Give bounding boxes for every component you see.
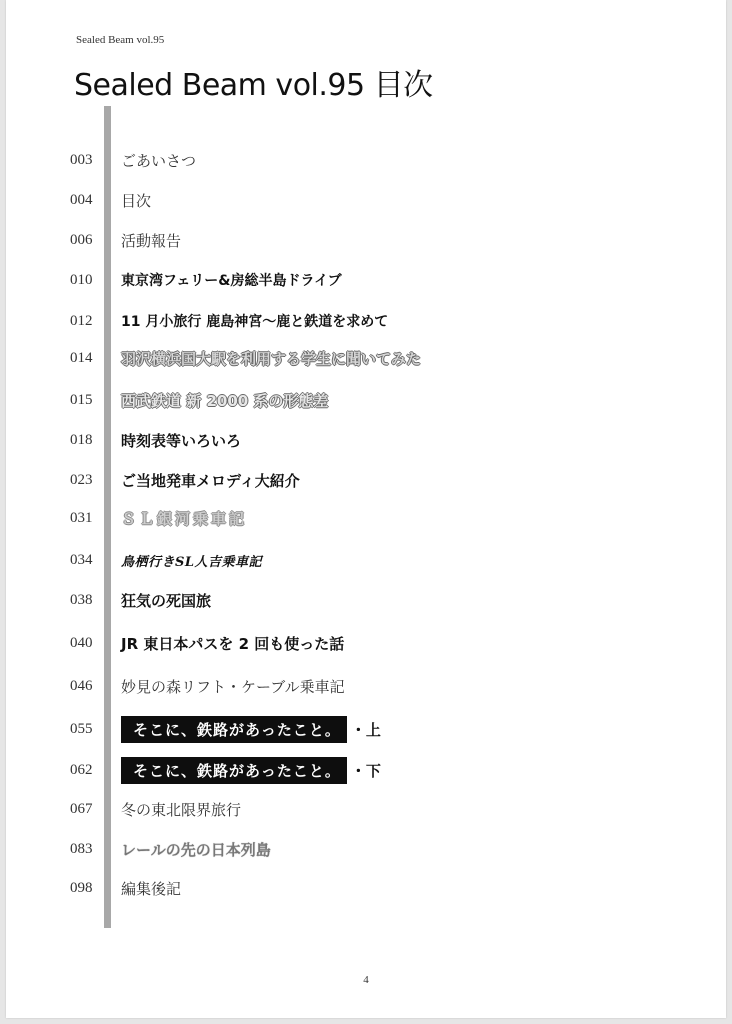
- toc-title: 活動報告: [121, 231, 182, 250]
- toc-entry: [70, 309, 670, 333]
- toc-entry: [70, 674, 670, 698]
- toc-entry: [70, 506, 670, 530]
- toc-page-number: 003: [70, 151, 93, 168]
- toc-page-number: 018: [70, 431, 93, 448]
- page-number: 4: [363, 974, 369, 986]
- toc-title: ごあいさつ: [121, 151, 197, 170]
- toc-page-number: 004: [70, 191, 93, 208]
- toc-entry: [70, 468, 670, 492]
- toc-page-number: 040: [70, 634, 93, 651]
- toc-page-number: 031: [70, 509, 93, 526]
- toc-title-highlight: そこに、鉄路があったこと。: [121, 757, 347, 784]
- toc-entry: [70, 797, 670, 821]
- toc-page-number: 015: [70, 391, 93, 408]
- toc-page-number: 012: [70, 312, 93, 329]
- toc-entry: [70, 388, 670, 412]
- toc-page-number: 083: [70, 840, 93, 857]
- toc-entry: [70, 188, 670, 212]
- toc-title: 冬の東北限界旅行: [121, 800, 242, 819]
- toc-page-number: 010: [70, 271, 93, 288]
- toc-entry: [70, 758, 670, 782]
- toc-entry: [70, 631, 670, 655]
- toc-entry: [70, 346, 670, 370]
- toc-title: 西武鉄道 新 2000 系の形態差: [121, 391, 329, 410]
- toc-title-suffix: ・下: [350, 761, 381, 780]
- toc-page-number: 098: [70, 879, 93, 896]
- toc-entry: [70, 837, 670, 861]
- toc-page-number: 023: [70, 471, 93, 488]
- toc-title: 目次: [121, 191, 152, 210]
- toc-entry: [70, 588, 670, 612]
- toc-title-suffix: ・上: [350, 720, 381, 739]
- toc-title: 鳥栖行きSL人吉乗車記: [121, 554, 263, 570]
- toc-page-number: 055: [70, 720, 93, 737]
- toc-title: 時刻表等いろいろ: [121, 431, 242, 450]
- toc-page-number: 038: [70, 591, 93, 608]
- toc-page-number: 014: [70, 349, 93, 366]
- toc-title: 羽沢横浜国大駅を利用する学生に聞いてみた: [121, 349, 422, 368]
- toc-title: ＳＬ銀河乗車記: [121, 509, 248, 528]
- toc-entry: [70, 548, 670, 572]
- toc-title-highlight: そこに、鉄路があったこと。: [121, 716, 347, 743]
- toc-title: 狂気の死国旅: [121, 591, 212, 610]
- toc-page-number: 006: [70, 231, 93, 248]
- page-title: Sealed Beam vol.95 目次: [74, 68, 433, 103]
- running-header: Sealed Beam vol.95: [76, 34, 165, 46]
- toc-page-number: 062: [70, 761, 93, 778]
- toc-title: 東京湾フェリー&房総半島ドライブ: [121, 273, 342, 289]
- toc-title: レールの先の日本列島: [121, 840, 271, 859]
- toc-title: 妙見の森リフト・ケーブル乗車記: [121, 677, 345, 696]
- toc-entry: [70, 228, 670, 252]
- toc-page-number: 067: [70, 800, 93, 817]
- toc-entry: [70, 876, 670, 900]
- toc-entry: [70, 717, 670, 741]
- toc-title: 編集後記: [121, 879, 182, 898]
- toc-title: ご当地発車メロディ大紹介: [121, 471, 300, 490]
- toc-entry: [70, 428, 670, 452]
- toc-entry: [70, 268, 670, 292]
- toc-page-number: 046: [70, 677, 93, 694]
- toc-page-number: 034: [70, 551, 93, 568]
- toc-title: 11 月小旅行 鹿島神宮〜鹿と鉄道を求めて: [121, 314, 389, 330]
- toc-title: JR 東日本パスを 2 回も使った話: [121, 634, 345, 653]
- toc-entry: [70, 148, 670, 172]
